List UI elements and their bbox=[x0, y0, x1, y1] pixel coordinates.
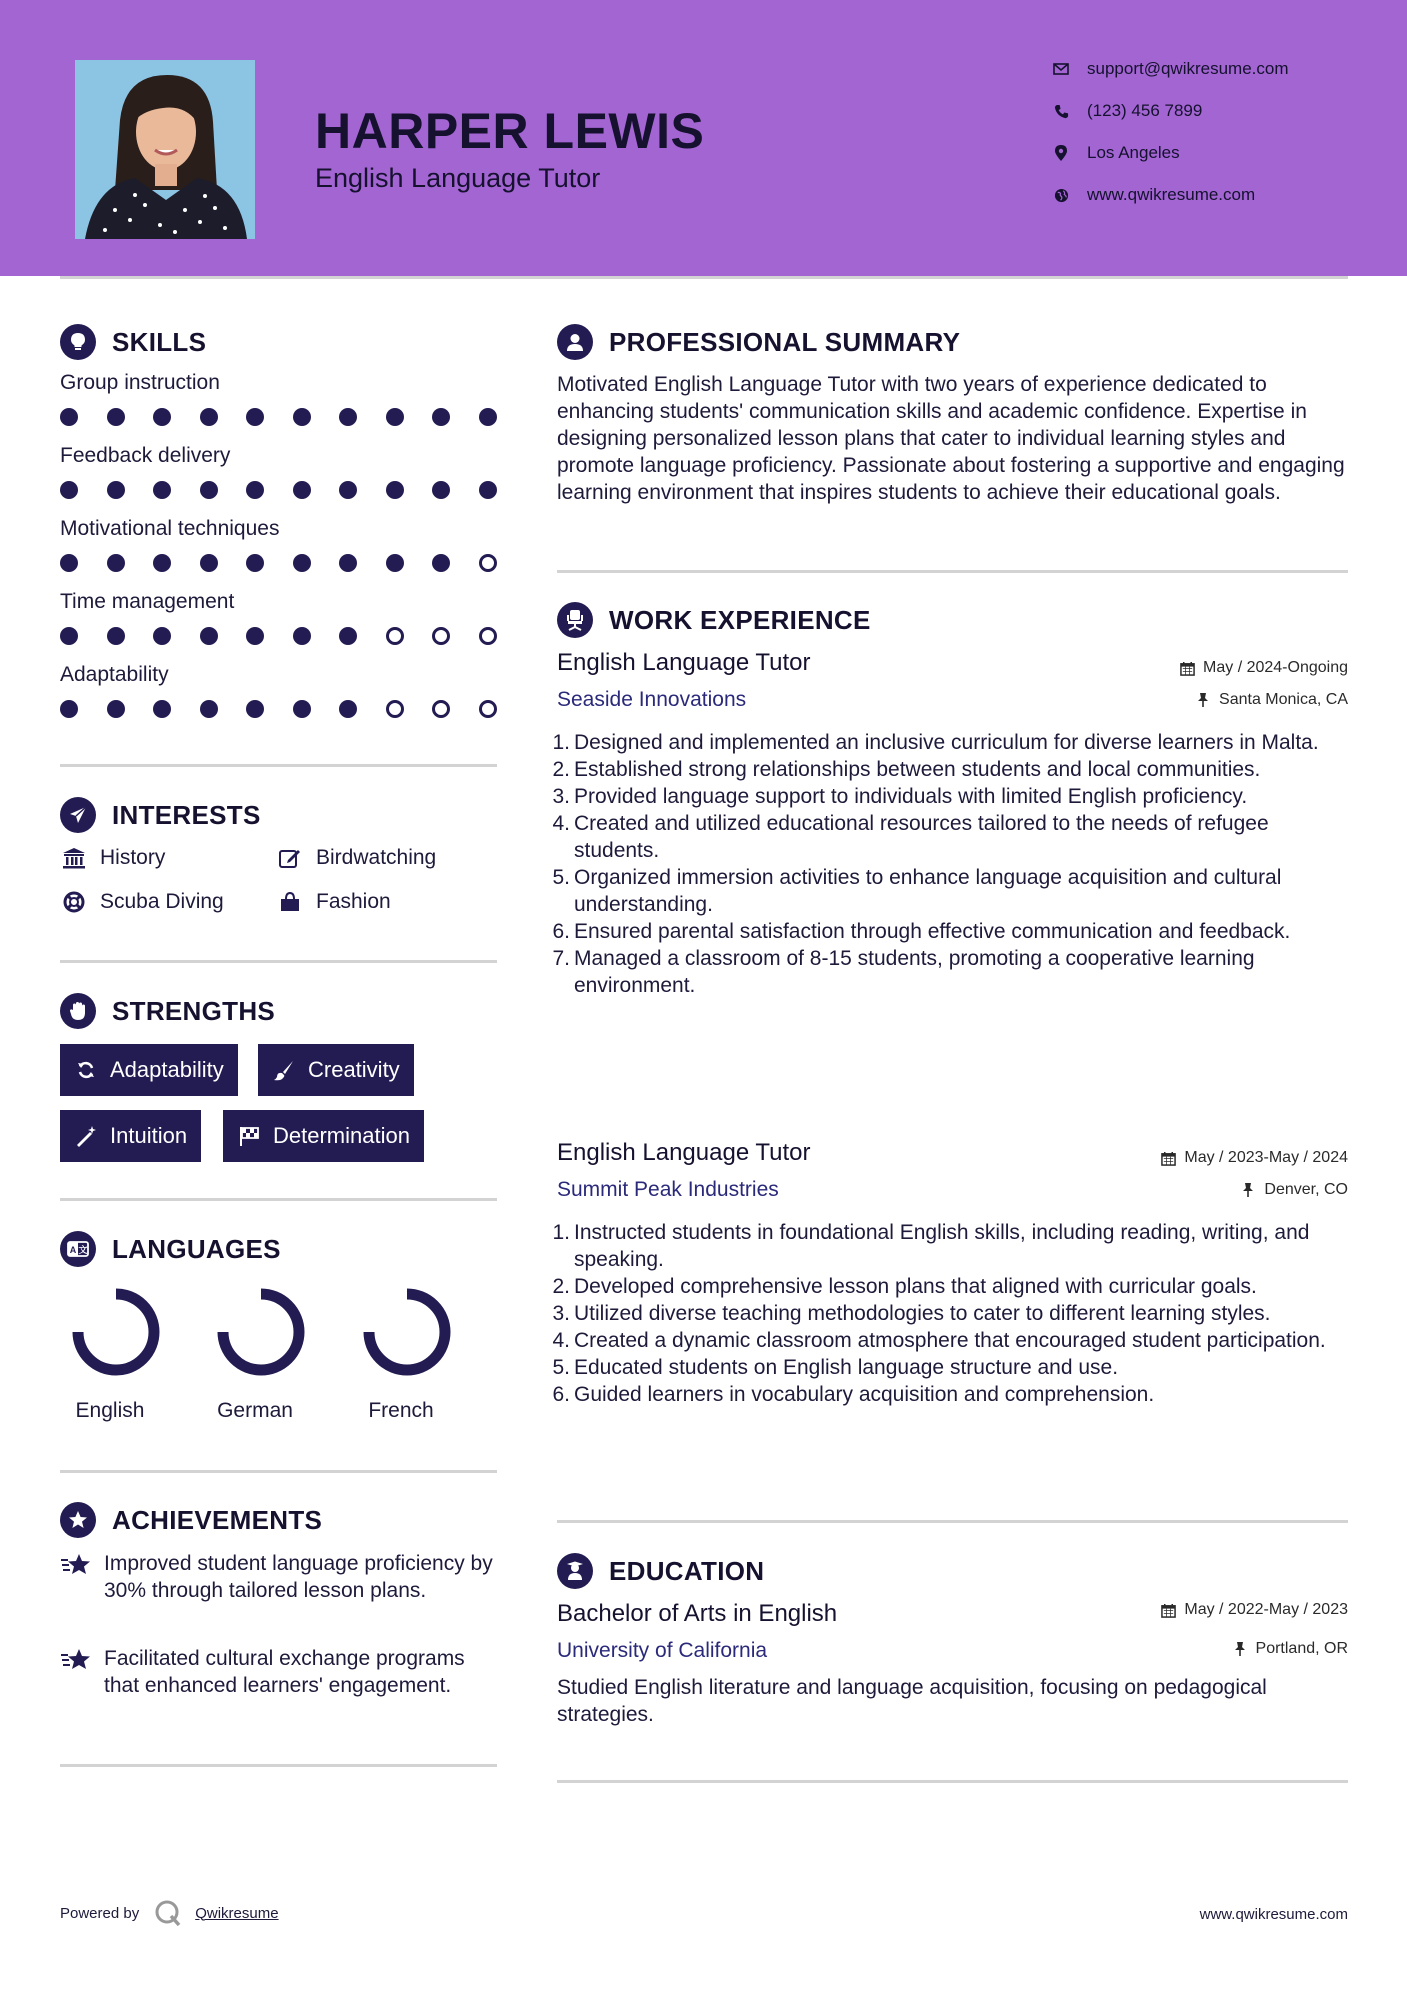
rating-dot-filled bbox=[246, 481, 264, 499]
strengths-divider bbox=[60, 1198, 497, 1201]
profile-photo bbox=[75, 60, 255, 239]
svg-text:A: A bbox=[69, 1245, 77, 1255]
education-location: Portland, OR bbox=[1232, 1640, 1348, 1658]
star-badge-icon bbox=[60, 1502, 96, 1538]
shopping-bag-icon bbox=[276, 888, 304, 916]
rating-dot-filled bbox=[246, 554, 264, 572]
job-bullet: Provided language support to individuals with limited English proficiency. bbox=[574, 785, 1248, 808]
job-bullet: Organized immersion activities to enhance language acquisition and cultural understanding. bbox=[574, 866, 1282, 916]
rating-dot-filled bbox=[107, 700, 125, 718]
job-bullet: Managed a classroom of 8-15 students, promoting a cooperative learning environment. bbox=[574, 947, 1255, 997]
rating-dot-filled bbox=[200, 408, 218, 426]
pushpin-icon bbox=[1195, 692, 1211, 708]
calendar-icon bbox=[1160, 1150, 1176, 1166]
achievement-item: Facilitated cultural exchange programs that enhanced learners' engagement. bbox=[60, 1645, 500, 1699]
interests-heading: INTERESTS bbox=[60, 795, 261, 835]
achievements-heading: ACHIEVEMENTS bbox=[60, 1500, 322, 1540]
rating-dot-filled bbox=[246, 627, 264, 645]
job-bullet: Designed and implemented an inclusive curriculum for diverse learners in Malta. bbox=[574, 731, 1319, 754]
rating-dot-filled bbox=[107, 627, 125, 645]
interest-item: Scuba Diving bbox=[60, 888, 224, 916]
rating-dot-filled bbox=[60, 554, 78, 572]
header-divider bbox=[60, 276, 1348, 279]
rating-dot-filled bbox=[293, 481, 311, 499]
skill-name: Adaptability bbox=[60, 663, 169, 686]
svg-text:文: 文 bbox=[78, 1245, 88, 1255]
rating-dot-empty bbox=[432, 627, 450, 645]
language-icon bbox=[60, 1231, 96, 1267]
company-name: Seaside Innovations bbox=[557, 688, 747, 711]
flag-icon bbox=[237, 1124, 261, 1148]
rating-dot-filled bbox=[293, 554, 311, 572]
rating-dot-filled bbox=[432, 481, 450, 499]
language-level-arc bbox=[223, 1294, 299, 1370]
rating-dot-filled bbox=[479, 481, 497, 499]
pushpin-icon bbox=[1232, 1641, 1248, 1657]
company-name: Summit Peak Industries bbox=[557, 1178, 779, 1201]
rating-dot-empty bbox=[432, 700, 450, 718]
footer-website[interactable]: www.qwikresume.com bbox=[1199, 1906, 1348, 1923]
language-ring bbox=[205, 1283, 325, 1398]
school-name: University of California bbox=[557, 1639, 768, 1662]
contact-location bbox=[1050, 138, 1370, 168]
job-location: Santa Monica, CA bbox=[1195, 691, 1348, 709]
experience-divider bbox=[557, 1520, 1348, 1523]
resume-header bbox=[0, 0, 1407, 276]
phone-icon bbox=[1050, 100, 1072, 122]
globe-icon bbox=[1050, 184, 1072, 206]
envelope-icon bbox=[1050, 58, 1072, 80]
skill-rating bbox=[60, 406, 500, 428]
rating-dot-filled bbox=[153, 481, 171, 499]
education-dates: May / 2022-May / 2023 bbox=[1160, 1601, 1348, 1619]
job-bullet: Created and utilized educational resources tailored to the needs of refugee students. bbox=[574, 812, 1269, 862]
rating-dot-filled bbox=[339, 700, 357, 718]
rating-dot-filled bbox=[339, 554, 357, 572]
paint-brush-icon bbox=[272, 1058, 296, 1082]
rating-dot-filled bbox=[246, 408, 264, 426]
job-bullet: Created a dynamic classroom atmosphere that encouraged student participation. bbox=[574, 1329, 1326, 1352]
rating-dot-filled bbox=[293, 627, 311, 645]
achievements-divider bbox=[60, 1764, 497, 1767]
interest-item: Birdwatching bbox=[276, 844, 436, 872]
life-ring-icon bbox=[60, 888, 88, 916]
skills-heading: SKILLS bbox=[60, 322, 206, 362]
job-bullet: Developed comprehensive lesson plans that aligned with curricular goals. bbox=[574, 1275, 1257, 1298]
rating-dot-filled bbox=[293, 408, 311, 426]
magic-wand-icon bbox=[74, 1124, 98, 1148]
summary-text: Motivated English Language Tutor with two years of experience dedicated to enhancing students' communication skills and academic confidence. Expertise in designing personalized lesson plans that cater to individual learning styles and promote language proficiency. Passionate about fostering a supportive and engaging learning environment that inspires students to achieve their educational goals. bbox=[557, 373, 1345, 504]
job-bullets bbox=[557, 729, 1357, 999]
education-heading: EDUCATION bbox=[557, 1551, 764, 1591]
qwikresume-link[interactable]: Qwikresume bbox=[195, 1904, 279, 1922]
strengths-heading: STRENGTHS bbox=[60, 991, 275, 1031]
strength-tag: Adaptability bbox=[60, 1044, 238, 1096]
rating-dot-empty bbox=[386, 700, 404, 718]
paper-plane-icon bbox=[60, 797, 96, 833]
language-level-arc bbox=[78, 1294, 154, 1370]
rating-dot-filled bbox=[432, 408, 450, 426]
rating-dot-filled bbox=[153, 408, 171, 426]
candidate-name: HARPER LEWIS bbox=[315, 103, 705, 159]
education-divider bbox=[557, 1780, 1348, 1783]
hand-icon bbox=[60, 993, 96, 1029]
skills-divider bbox=[60, 764, 497, 767]
rating-dot-filled bbox=[107, 408, 125, 426]
user-icon bbox=[557, 324, 593, 360]
edit-icon bbox=[276, 844, 304, 872]
rating-dot-filled bbox=[153, 554, 171, 572]
contact-website[interactable] bbox=[1050, 180, 1370, 210]
skill-name: Time management bbox=[60, 590, 235, 613]
pushpin-icon bbox=[1240, 1182, 1256, 1198]
skill-rating bbox=[60, 552, 500, 574]
language-label: English bbox=[75, 1399, 145, 1422]
job-bullet: Established strong relationships between students and local communities. bbox=[574, 758, 1261, 781]
language-ring bbox=[351, 1283, 471, 1398]
rating-dot-filled bbox=[432, 554, 450, 572]
skill-name: Group instruction bbox=[60, 371, 220, 394]
calendar-icon bbox=[1160, 1602, 1176, 1618]
rating-dot-filled bbox=[60, 627, 78, 645]
rating-dot-filled bbox=[60, 481, 78, 499]
map-pin-icon bbox=[1050, 142, 1072, 164]
skill-rating bbox=[60, 479, 500, 501]
languages-heading: A 文 LANGUAGES bbox=[60, 1229, 281, 1269]
rating-dot-filled bbox=[200, 554, 218, 572]
footer-powered-by: Powered by Qwikresume bbox=[60, 1898, 279, 1928]
job-bullets bbox=[557, 1219, 1357, 1408]
rating-dot-empty bbox=[479, 627, 497, 645]
rating-dot-filled bbox=[386, 554, 404, 572]
star-icon bbox=[60, 1552, 92, 1582]
rating-dot-filled bbox=[107, 554, 125, 572]
skill-name: Motivational techniques bbox=[60, 517, 280, 540]
rating-dot-filled bbox=[386, 408, 404, 426]
rating-dot-filled bbox=[153, 627, 171, 645]
rating-dot-filled bbox=[246, 700, 264, 718]
job-bullet: Instructed students in foundational English skills, including reading, writing, and speaking. bbox=[574, 1221, 1310, 1271]
summary-divider bbox=[557, 570, 1348, 573]
rating-dot-filled bbox=[339, 408, 357, 426]
job-bullet: Utilized diverse teaching methodologies to cater to different learning styles. bbox=[574, 1302, 1271, 1325]
strength-tag: Creativity bbox=[258, 1044, 414, 1096]
rating-dot-empty bbox=[386, 627, 404, 645]
interest-item: Fashion bbox=[276, 888, 391, 916]
skill-name: Feedback delivery bbox=[60, 444, 231, 467]
languages-divider bbox=[60, 1470, 497, 1473]
rating-dot-filled bbox=[339, 481, 357, 499]
skill-rating bbox=[60, 625, 500, 647]
language-ring bbox=[60, 1283, 180, 1398]
interests-divider bbox=[60, 960, 497, 963]
interest-item: History bbox=[60, 844, 165, 872]
candidate-title: English Language Tutor bbox=[315, 163, 601, 193]
job-location: Denver, CO bbox=[1240, 1181, 1348, 1199]
rating-dot-filled bbox=[60, 700, 78, 718]
contact-phone[interactable] bbox=[1050, 96, 1370, 126]
rating-dot-filled bbox=[386, 481, 404, 499]
job-title: English Language Tutor bbox=[557, 1139, 811, 1166]
rating-dot-filled bbox=[107, 481, 125, 499]
job-bullet: Educated students on English language structure and use. bbox=[574, 1356, 1119, 1379]
summary-heading: PROFESSIONAL SUMMARY bbox=[557, 322, 960, 362]
contact-phone-text: (123) 456 7899 bbox=[1087, 101, 1203, 120]
rating-dot-filled bbox=[200, 700, 218, 718]
museum-icon bbox=[60, 844, 88, 872]
job-dates: May / 2023-May / 2024 bbox=[1160, 1149, 1348, 1167]
rating-dot-filled bbox=[479, 408, 497, 426]
degree-title: Bachelor of Arts in English bbox=[557, 1600, 838, 1627]
strength-tag: Determination bbox=[223, 1110, 424, 1162]
calendar-icon bbox=[1179, 660, 1195, 676]
education-description: Studied English literature and language acquisition, focusing on pedagogical strategies. bbox=[557, 1676, 1267, 1726]
achievement-item: Improved student language proficiency by 30% through tailored lesson plans. bbox=[60, 1550, 500, 1604]
office-chair-icon bbox=[557, 602, 593, 638]
rating-dot-filled bbox=[153, 700, 171, 718]
rating-dot-filled bbox=[293, 700, 311, 718]
language-level-arc bbox=[369, 1294, 445, 1370]
rating-dot-filled bbox=[60, 408, 78, 426]
contact-website-text: www.qwikresume.com bbox=[1087, 185, 1256, 204]
language-label: French bbox=[368, 1399, 434, 1422]
rating-dot-filled bbox=[339, 627, 357, 645]
rating-dot-empty bbox=[479, 700, 497, 718]
strength-tag: Intuition bbox=[60, 1110, 201, 1162]
star-icon bbox=[60, 1647, 92, 1677]
skill-rating bbox=[60, 698, 500, 720]
rating-dot-empty bbox=[479, 554, 497, 572]
graduate-icon bbox=[557, 1553, 593, 1589]
contact-location-text: Los Angeles bbox=[1087, 143, 1180, 162]
refresh-icon bbox=[74, 1058, 98, 1082]
job-dates: May / 2024-Ongoing bbox=[1179, 659, 1348, 677]
contact-email[interactable] bbox=[1050, 54, 1370, 84]
lightbulb-icon bbox=[60, 324, 96, 360]
rating-dot-filled bbox=[200, 481, 218, 499]
experience-heading: WORK EXPERIENCE bbox=[557, 600, 871, 640]
job-title: English Language Tutor bbox=[557, 649, 811, 676]
job-bullet: Guided learners in vocabulary acquisition and comprehension. bbox=[574, 1383, 1155, 1406]
language-label: German bbox=[217, 1399, 293, 1422]
rating-dot-filled bbox=[200, 627, 218, 645]
job-bullet: Ensured parental satisfaction through effective communication and feedback. bbox=[574, 920, 1291, 943]
contact-email-text: support@qwikresume.com bbox=[1087, 59, 1289, 78]
qwikresume-logo-icon bbox=[153, 1898, 183, 1928]
